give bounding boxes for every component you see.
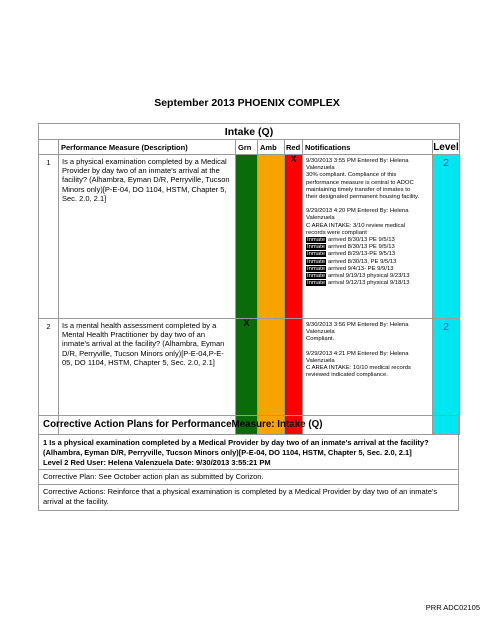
notification-entry [306, 351, 430, 380]
note-line: Valenzuela [306, 357, 335, 364]
redacted-inmate-tag: Inmate [307, 244, 326, 251]
red-mark: X [290, 154, 297, 164]
corrective-action-detail [39, 435, 458, 470]
note-line: Valenzuela [306, 215, 335, 222]
note-line: 9/29/2013 4:20 PM Entered By: Helena [306, 208, 409, 215]
corrective-action-box [38, 415, 459, 511]
page-title: September 2013 PHOENIX COMPLEX [154, 97, 340, 109]
redacted-inmate-tag: Inmate [307, 237, 326, 244]
header-grn: Grn [236, 140, 258, 155]
note-line: records were compliant [306, 229, 367, 236]
corrective-action-title: Corrective Action Plans for PerformanceMeasure: Intake (Q) [39, 416, 458, 435]
inmate-entry [306, 244, 430, 251]
measure-description: Is a mental health assessment completed by a Mental Health Practitioner by day two of an inmate's arrival at the facility? (Alhambra, Eyman D/R, Perryville, Tucson Minors only)[P-E-04,P-E-05, DO 1104, HSTM, Chapter 5, Sec. 2.0, 2.1] [59, 319, 236, 435]
redacted-inmate-tag: Inmate [307, 251, 326, 258]
inmate-entry-text: arrived 8/29/13-PE 9/5/13 [328, 251, 396, 258]
redacted-inmate-tag: Inmate [307, 258, 326, 265]
inmate-entry-text: arrival 9/12/13 physical 9/18/13 [328, 280, 410, 287]
note-line: 9/30/2013 3:56 PM Entered By: Helena [306, 322, 409, 328]
note-line: Valenzuela [306, 329, 335, 336]
note-line: performance measure is central to ADOC [306, 179, 414, 186]
level-cell: 2 [433, 155, 460, 319]
inmate-entry-text: arrival 9/19/13 physical 9/23/13 [328, 273, 410, 280]
grn-mark: X [243, 318, 250, 328]
row-number: 2 [39, 319, 59, 435]
redacted-inmate-tag: Inmate [307, 265, 326, 272]
inmate-entry-text: arrived 9/4/13- PE 9/9/13 [328, 265, 394, 272]
amb-cell [258, 155, 285, 319]
note-line: their designated permanent housing facility. [306, 194, 420, 201]
note-line: Compliant. [306, 336, 335, 343]
note-line: Valenzuela [306, 165, 335, 172]
table-title: Intake (Q) [39, 124, 460, 140]
corrective-measure-text: 1 Is a physical examination completed by a Medical Provider by day two of an inmate's arrival at the facility? (Alhambra, Eyman D/R, Perryville, Tucson Minors only)[P-E-04, DO 1104, HSTM, Chapter 5, Sec. 2.0, 2.1] [43, 438, 429, 457]
row-number: 1 [39, 155, 59, 319]
inmate-entry [306, 259, 430, 266]
redacted-inmate-tag: Inmate [307, 280, 326, 287]
inmate-entry [306, 280, 430, 287]
inmate-entry [306, 251, 430, 258]
header-number [39, 140, 59, 155]
corrective-level-user: Level 2 Red User: Helena Valenzuela Date: 9/30/2013 3:55:21 PM [43, 457, 271, 467]
measure-description: Is a physical examination completed by a Medical Provider by day two of an inmate's arrival at the facility? (Alhambra, Eyman D/R, Perryville, Tucson Minors only)[P-E-04, DO 1104, HSTM, Chapter 5, Sec. 2.0, 2.1] [59, 155, 236, 319]
notification-entry [306, 158, 430, 201]
inmate-entry [306, 266, 430, 273]
table-title-row [39, 124, 460, 140]
note-line: 30% compliant. Compliance of this [306, 172, 397, 179]
header-measure: Performance Measure (Description) [59, 140, 236, 155]
inmate-entry-text: arrived 8/30/13 PE 9/5/13 [328, 244, 395, 251]
intake-table [38, 123, 460, 435]
level-cell: 2 [433, 319, 460, 435]
bates-number: PRR ADC02105 [425, 603, 480, 612]
inmate-entry [306, 273, 430, 280]
inmate-entry [306, 237, 430, 244]
red-cell [285, 155, 303, 319]
notification-entry [306, 322, 430, 344]
header-level: Level [433, 141, 459, 153]
corrective-actions: Corrective Actions: Reinforce that a physical examination is completed by a Medical Provider by day two of an inmate's arrival at the facility. [43, 487, 438, 506]
notification-entry [306, 208, 430, 287]
note-line: C AREA INTAKE: 10/10 medical records [306, 365, 411, 372]
note-line: maintaining timely transfer of inmates to [306, 186, 411, 193]
header-red: Red [285, 140, 303, 155]
inmate-entry-text: arrived 8/30/13 PE 9/5/13 [328, 237, 395, 244]
inmate-entry-text: arrived 8/30/13, PE 9/5/13 [328, 258, 397, 265]
header-notifications: Notifications [303, 140, 433, 155]
note-line: C AREA INTAKE: 3/10 review medical [306, 222, 406, 229]
table-row [39, 155, 460, 319]
note-line: 9/30/2013 3:55 PM Entered By: Helena [306, 158, 409, 164]
header-amb: Amb [258, 140, 285, 155]
note-line: 9/29/2013 4:21 PM Entered By: Helena [306, 350, 409, 357]
corrective-plan: Corrective Plan: See October action plan as submitted by Corizon. [39, 470, 458, 485]
grn-cell [236, 155, 258, 319]
table-header-row [39, 140, 460, 155]
redacted-inmate-tag: Inmate [307, 273, 326, 280]
notifications-cell [303, 155, 433, 319]
note-line: reviewed indicated compliance. [306, 372, 388, 379]
